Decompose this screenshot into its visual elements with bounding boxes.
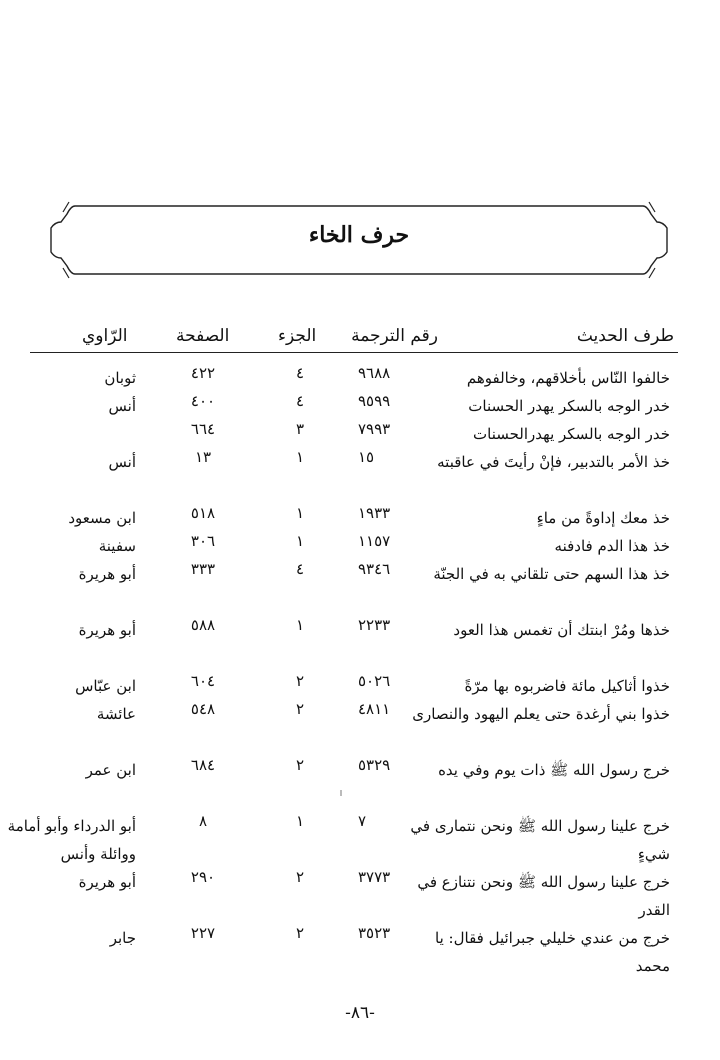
- header-hadith: طرف الحديث: [576, 326, 674, 346]
- table-cell-hadith: خرج علينا رسول الله ﷺ ونحن نتنازع في القدر: [417, 873, 670, 919]
- header-rule: [30, 352, 678, 353]
- table-cell-part: ٢: [295, 756, 305, 774]
- table-cell-number: ١٩٣٣: [358, 504, 391, 522]
- table-cell-hadith: خذها ومُرْ ابنتك أن تغمس هذا العود: [453, 621, 670, 639]
- header-number: رقم الترجمة: [351, 326, 438, 346]
- table-cell-narrator: أبو الدرداء وأبو أمامة ووائلة وأنس: [7, 817, 136, 863]
- table-cell-page: ٥١٨: [190, 504, 216, 522]
- table-cell-narrator: أبو هريرة: [78, 565, 136, 583]
- table-cell-narrator: ثوبان: [104, 369, 136, 387]
- page-number: -٨٦-: [345, 1003, 375, 1023]
- table-cell-number: ٥٣٢٩: [358, 756, 391, 774]
- table-cell-page: ٤٠٠: [190, 392, 216, 410]
- table-cell-narrator: جابر: [109, 929, 136, 947]
- table-cell-narrator: ابن عمر: [85, 761, 136, 779]
- table-cell-part: ١: [295, 532, 305, 550]
- table-cell-page: ٦٠٤: [190, 672, 216, 690]
- section-title-frame: [45, 200, 673, 280]
- table-cell-part: ٢: [295, 868, 305, 886]
- table-cell-number: ٢٢٣٣: [358, 616, 391, 634]
- table-cell-part: ١: [295, 504, 305, 522]
- table-cell-part: ١: [295, 448, 305, 466]
- table-cell-hadith: خذ معك إداوةً من ماءٍ: [536, 509, 670, 527]
- table-cell-hadith: خرج رسول الله ﷺ ذات يوم وفي يده: [438, 761, 670, 779]
- table-cell-page: ٥٤٨: [190, 700, 216, 718]
- table-cell-part: ٤: [295, 560, 305, 578]
- table-cell-hadith: خرج علينا رسول الله ﷺ ونحن نتمارى في شيءٍ: [410, 817, 670, 863]
- table-cell-part: ١: [295, 616, 305, 634]
- table-cell-page: ١٣: [194, 448, 212, 466]
- table-cell-page: ٦٨٤: [190, 756, 216, 774]
- table-cell-part: ٤: [295, 392, 305, 410]
- table-cell-number: ١٥: [358, 448, 375, 466]
- table-cell-number: ٣٧٧٣: [358, 868, 391, 886]
- table-cell-hadith: خذوا بني أرغدة حتى يعلم اليهود والنصارى: [412, 705, 670, 723]
- table-cell-part: ٣: [295, 420, 305, 438]
- table-cell-page: ٦٦٤: [190, 420, 216, 438]
- table-cell-hadith: خذ هذا الدم فادفنه: [554, 537, 670, 555]
- header-narrator: الرّاوي: [82, 326, 128, 346]
- header-page: الصفحة: [176, 326, 230, 346]
- table-cell-hadith: خرج من عندي خليلي جبرائيل فقال: يا محمد: [435, 929, 670, 975]
- table-cell-narrator: ابن عبّاس: [75, 677, 136, 695]
- table-cell-narrator: سفينة: [98, 537, 136, 555]
- table-cell-narrator: أنس: [108, 397, 136, 415]
- table-cell-page: ٣٠٦: [190, 532, 216, 550]
- table-cell-part: ٢: [295, 924, 305, 942]
- table-cell-page: ٤٢٢: [190, 364, 216, 382]
- table-cell-hadith: خالفوا النّاس بأخلاقهم، وخالفوهم: [466, 369, 670, 387]
- table-cell-part: ٢: [295, 700, 305, 718]
- table-cell-narrator: أنس: [108, 453, 136, 471]
- table-cell-hadith: خذوا أثاكيل مائة فاضربوه بها مرّةً: [464, 677, 670, 695]
- table-cell-part: ١: [295, 812, 305, 830]
- table-cell-hadith: خذ هذا السهم حتى تلقاني به في الجنّة: [433, 565, 670, 583]
- table-cell-number: ١١٥٧: [358, 532, 391, 550]
- table-cell-number: ٩٣٤٦: [358, 560, 391, 578]
- table-cell-page: ٢٩٠: [190, 868, 216, 886]
- table-cell-hadith: خدر الوجه بالسكر يهدرالحسنات: [473, 425, 670, 443]
- table-cell-part: ٢: [295, 672, 305, 690]
- table-cell-hadith: خدر الوجه بالسكر يهدر الحسنات: [468, 397, 670, 415]
- section-title: حرف الخاء: [308, 222, 410, 248]
- table-cell-hadith: خذ الأمر بالتدبير، فإنْ رأيتَ في عاقبته: [437, 453, 670, 471]
- table-cell-narrator: أبو هريرة: [78, 873, 136, 891]
- table-cell-narrator: عائشة: [96, 705, 136, 723]
- table-cell-number: ٣٥٢٣: [358, 924, 391, 942]
- header-part: الجزء: [278, 326, 317, 346]
- table-cell-number: ٩٥٩٩: [358, 392, 391, 410]
- table-cell-page: ٨: [198, 812, 208, 830]
- table-cell-number: ٤٨١١: [358, 700, 391, 718]
- table-cell-page: ٣٣٣: [190, 560, 216, 578]
- table-cell-number: ٩٦٨٨: [358, 364, 391, 382]
- table-cell-narrator: أبو هريرة: [78, 621, 136, 639]
- table-cell-number: ٧٩٩٣: [358, 420, 391, 438]
- table-cell-page: ٥٨٨: [190, 616, 216, 634]
- table-cell-narrator: ابن مسعود: [68, 509, 136, 527]
- page-speck: [340, 790, 342, 796]
- table-cell-page: ٢٢٧: [190, 924, 216, 942]
- table-cell-number: ٧: [358, 812, 367, 830]
- table-cell-number: ٥٠٢٦: [358, 672, 391, 690]
- table-cell-part: ٤: [295, 364, 305, 382]
